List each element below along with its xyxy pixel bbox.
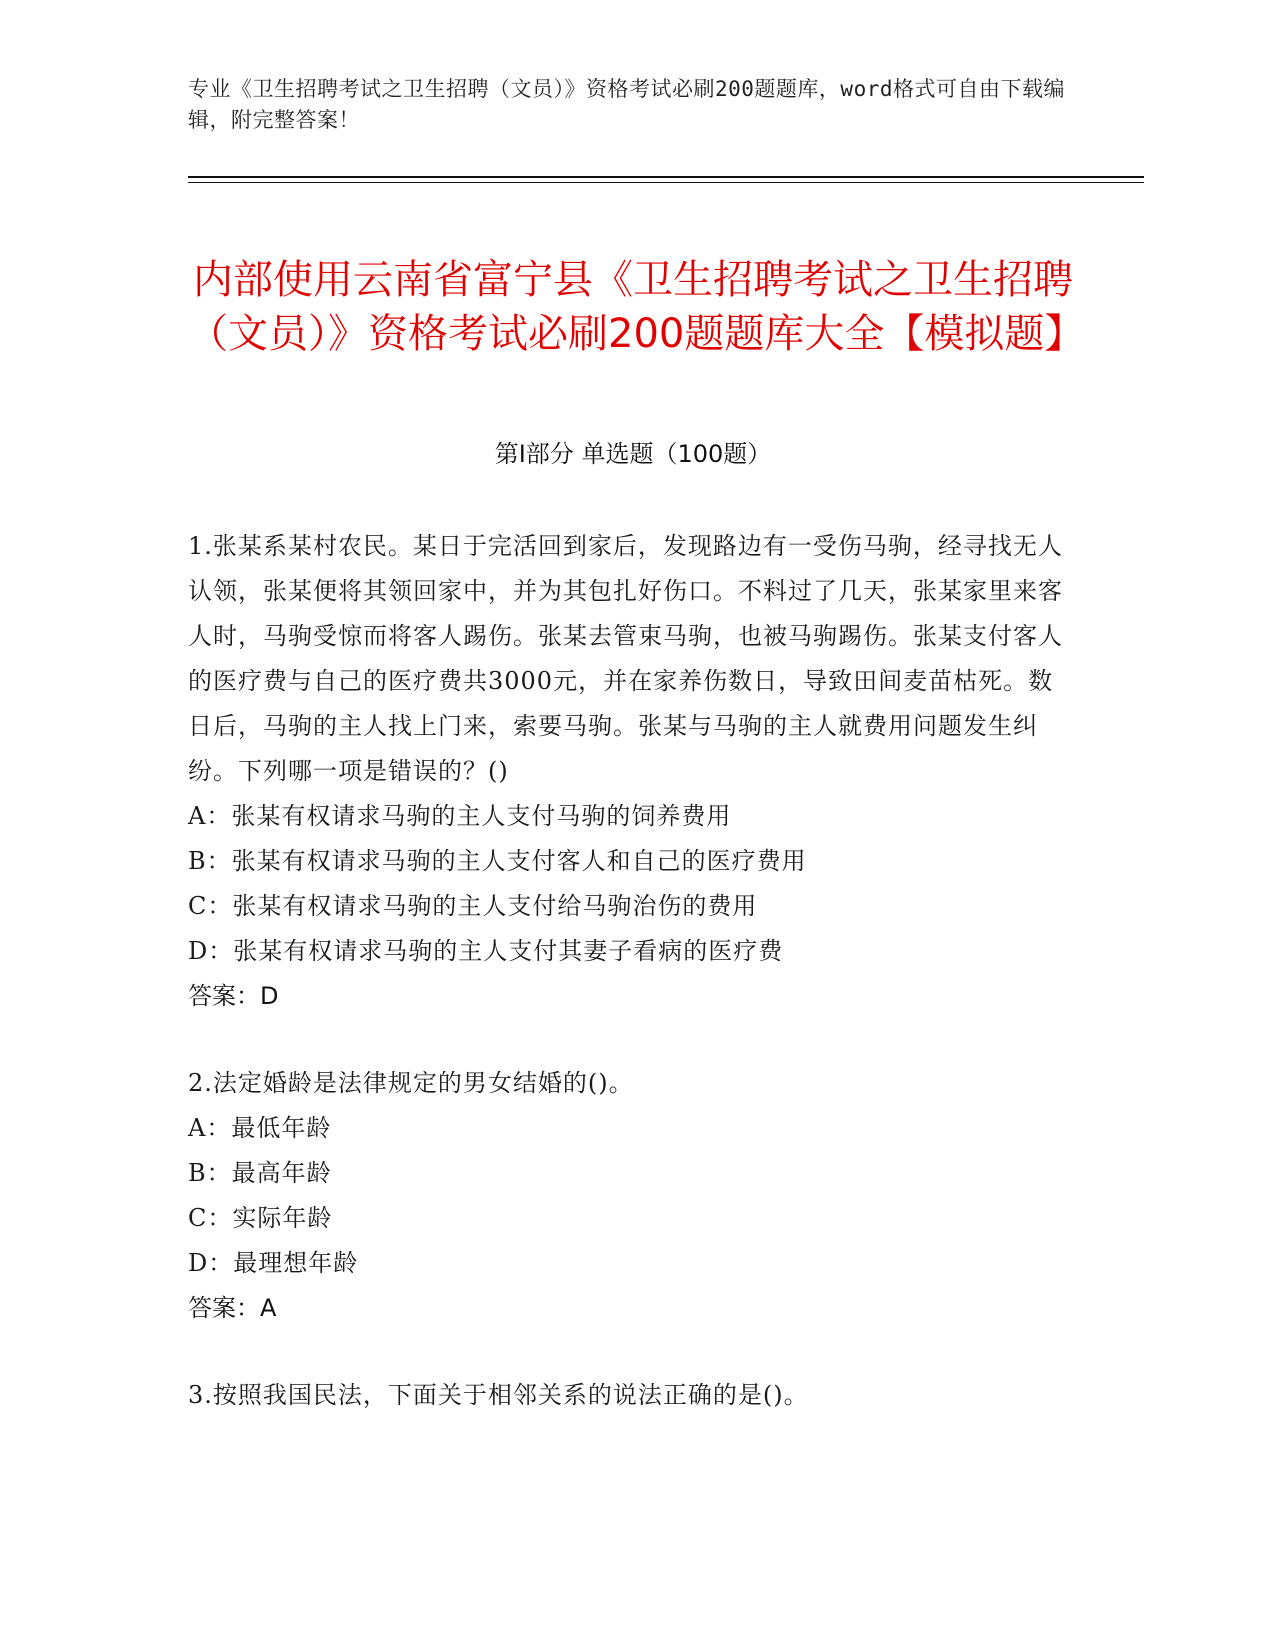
header-rule-thick	[188, 176, 1144, 178]
question-text: 3.按照我国民法，下面关于相邻关系的说法正确的是()。	[188, 1381, 809, 1409]
question-1	[188, 524, 1068, 1019]
question-text: 1.张某系某村农民。某日于完活回到家后，发现路边有一受伤马驹，经寻找无人认领，张某便将其领回家中，并为其包扎好伤口。不料过了几天，张某家里来客人时，马驹受惊而将客人踢伤。张某去管束马驹，也被马驹踢伤。张某支付客人的医疗费与自己的医疗费共3000元，并在家养伤数日，导致田间麦苗枯死。数日后，马驹的主人找上门来，索要马驹。张某与马驹的主人就费用问题发生纠纷。下列哪一项是错误的？()	[188, 532, 1063, 785]
question-3	[188, 1373, 1068, 1418]
option-c: C：实际年龄	[188, 1204, 333, 1232]
question-2	[188, 1061, 1068, 1331]
option-d: D：最理想年龄	[188, 1249, 359, 1277]
option-c: C：张某有权请求马驹的主人支付给马驹治伤的费用	[188, 892, 758, 920]
header-rule-thin	[188, 182, 1144, 183]
option-a: A：张某有权请求马驹的主人支付马驹的饲养费用	[188, 802, 732, 830]
document-title: 内部使用云南省富宁县《卫生招聘考试之卫生招聘（文员）》资格考试必刷200题题库大全【模拟题】	[188, 256, 1085, 357]
answer: 答案：A	[188, 1294, 277, 1322]
question-text: 2.法定婚龄是法律规定的男女结婚的()。	[188, 1069, 634, 1097]
header-note: 专业《卫生招聘考试之卫生招聘（文员）》资格考试必刷200题题库，word格式可自由下载编辑，附完整答案！	[188, 77, 1065, 132]
question-list	[188, 524, 1068, 1460]
option-a: A：最低年龄	[188, 1114, 332, 1142]
option-d: D：张某有权请求马驹的主人支付其妻子看病的医疗费	[188, 937, 784, 965]
option-b: B：张某有权请求马驹的主人支付客人和自己的医疗费用	[188, 847, 807, 875]
answer: 答案：D	[188, 982, 279, 1010]
section-heading: 第I部分 单选题（100题）	[494, 440, 772, 468]
option-b: B：最高年龄	[188, 1159, 332, 1187]
